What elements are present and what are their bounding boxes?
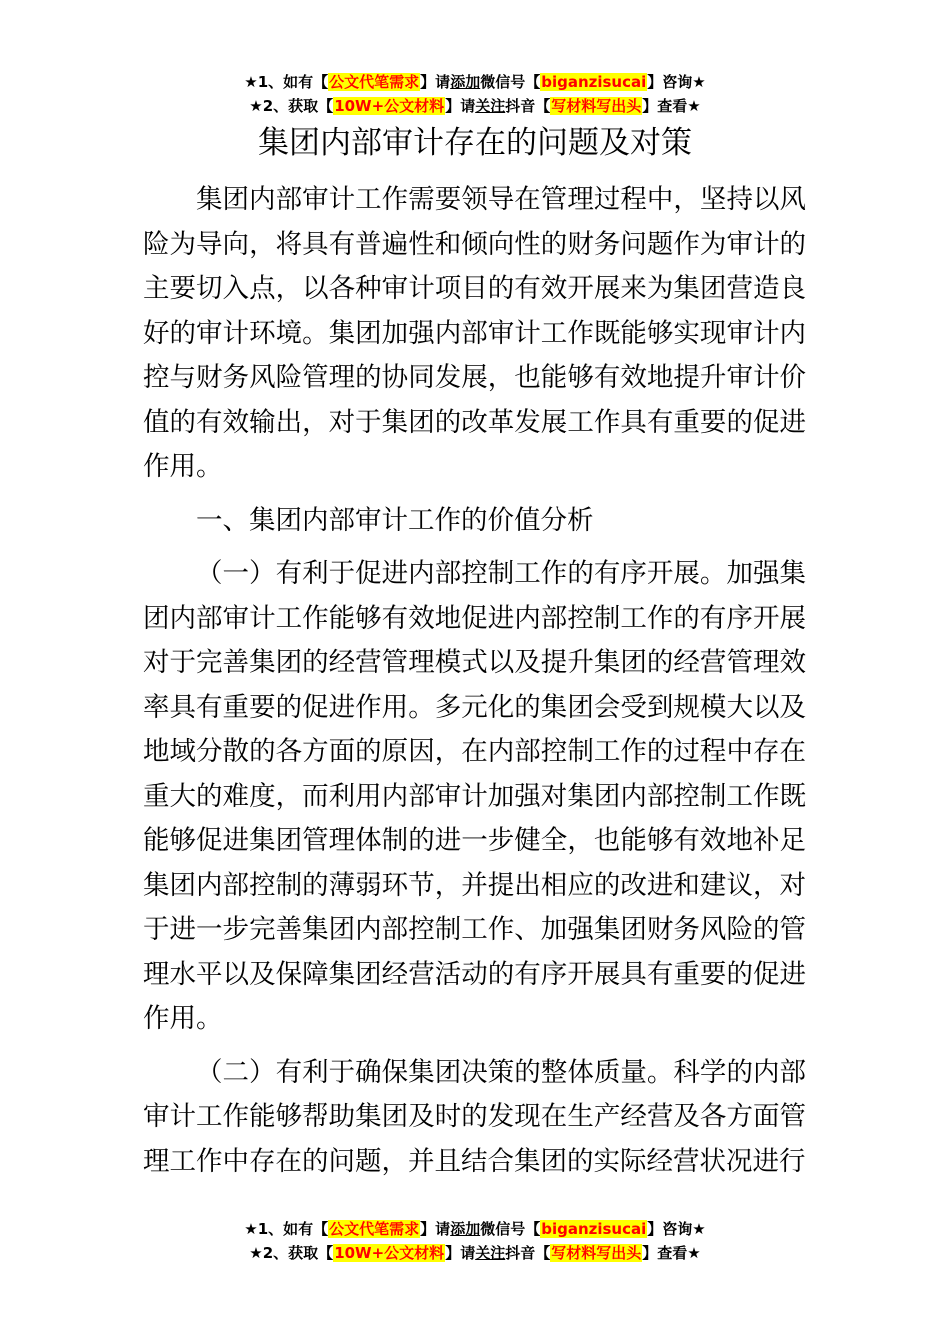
promo-text: ★1、如有【 bbox=[244, 1220, 329, 1238]
promo-text: 】咨询★ bbox=[647, 73, 706, 91]
body-paragraph: （二）有利于确保集团决策的整体质量。科学的内部审计工作能够帮助集团及时的发现在生产经营及各方面管理工作中存在的问题，并且结合集团的实际经营状况进行 bbox=[143, 1056, 806, 1177]
promo-highlight: 公文代笔需求 bbox=[329, 1220, 420, 1238]
bottom-promo-banner bbox=[0, 1217, 950, 1265]
promo-text: 微信号【 bbox=[480, 1220, 541, 1238]
promo-text: 】请 bbox=[445, 97, 476, 115]
promo-text: 微信号【 bbox=[480, 73, 541, 91]
promo-text: 】请 bbox=[420, 1220, 451, 1238]
promo-text: 】查看★ bbox=[642, 1244, 701, 1262]
promo-text: ★1、如有【 bbox=[244, 73, 329, 91]
body-paragraph: （一）有利于促进内部控制工作的有序开展。加强集团内部审计工作能够有效地促进内部控制工作的有序开展对于完善集团的经营管理模式以及提升集团的经营管理效率具有重要的促进作用。多元化的集团会受到规模大以及地域分散的各方面的原因，在内部控制工作的过程中存在重大的难度，而利用内部审计加强对集团内部控制工作既能够促进集团管理体制的进一步健全，也能够有效地补足集团内部控制的薄弱环节，并提出相应的改进和建议，对于进一步完善集团内部控制工作、加强集团财务风险的管理水平以及保障集团经营活动的有序开展具有重要的促进作用。 bbox=[143, 558, 806, 1034]
promo-highlight: 10W+公文材料 bbox=[334, 1244, 445, 1262]
promo-highlight: 写材料写出头 bbox=[551, 97, 642, 115]
promo-text: 抖音【 bbox=[505, 1244, 551, 1262]
document-title: 集团内部审计存在的问题及对策 bbox=[258, 125, 692, 161]
promo-underlined-text: 关注 bbox=[475, 97, 506, 115]
promo-line-1 bbox=[0, 70, 950, 94]
promo-highlight: 公文代笔需求 bbox=[329, 73, 420, 91]
top-promo-banner bbox=[0, 70, 950, 118]
intro-paragraph: 集团内部审计工作需要领导在管理过程中，坚持以风险为导向，将具有普遍性和倾向性的财务问题作为审计的主要切入点，以各种审计项目的有效开展来为集团营造良好的审计环境。集团加强内部审计工作既能够实现审计内控与财务风险管理的协同发展，也能够有效地提升审计价值的有效输出，对于集团的改革发展工作具有重要的促进作用。 bbox=[143, 184, 806, 482]
promo-underlined-text: 添加 bbox=[450, 73, 481, 91]
promo-text: ★2、获取【 bbox=[249, 97, 334, 115]
promo-text: 】咨询★ bbox=[647, 1220, 706, 1238]
section-heading: 一、集团内部审计工作的价值分析 bbox=[196, 504, 594, 536]
promo-underlined-text: 关注 bbox=[475, 1244, 506, 1262]
promo-highlight: 10W+公文材料 bbox=[334, 97, 445, 115]
promo-text: 】请 bbox=[420, 73, 451, 91]
promo-line-2 bbox=[0, 1241, 950, 1265]
promo-text: 】查看★ bbox=[642, 97, 701, 115]
promo-text: ★2、获取【 bbox=[249, 1244, 334, 1262]
document-body bbox=[143, 178, 806, 1193]
promo-text: 抖音【 bbox=[505, 97, 551, 115]
promo-highlight: biganzisucai bbox=[541, 1220, 647, 1238]
promo-line-1 bbox=[0, 1217, 950, 1241]
promo-highlight: 写材料写出头 bbox=[551, 1244, 642, 1262]
promo-line-2 bbox=[0, 94, 950, 118]
promo-highlight: biganzisucai bbox=[541, 73, 647, 91]
promo-underlined-text: 添加 bbox=[450, 1220, 481, 1238]
promo-text: 】请 bbox=[445, 1244, 476, 1262]
